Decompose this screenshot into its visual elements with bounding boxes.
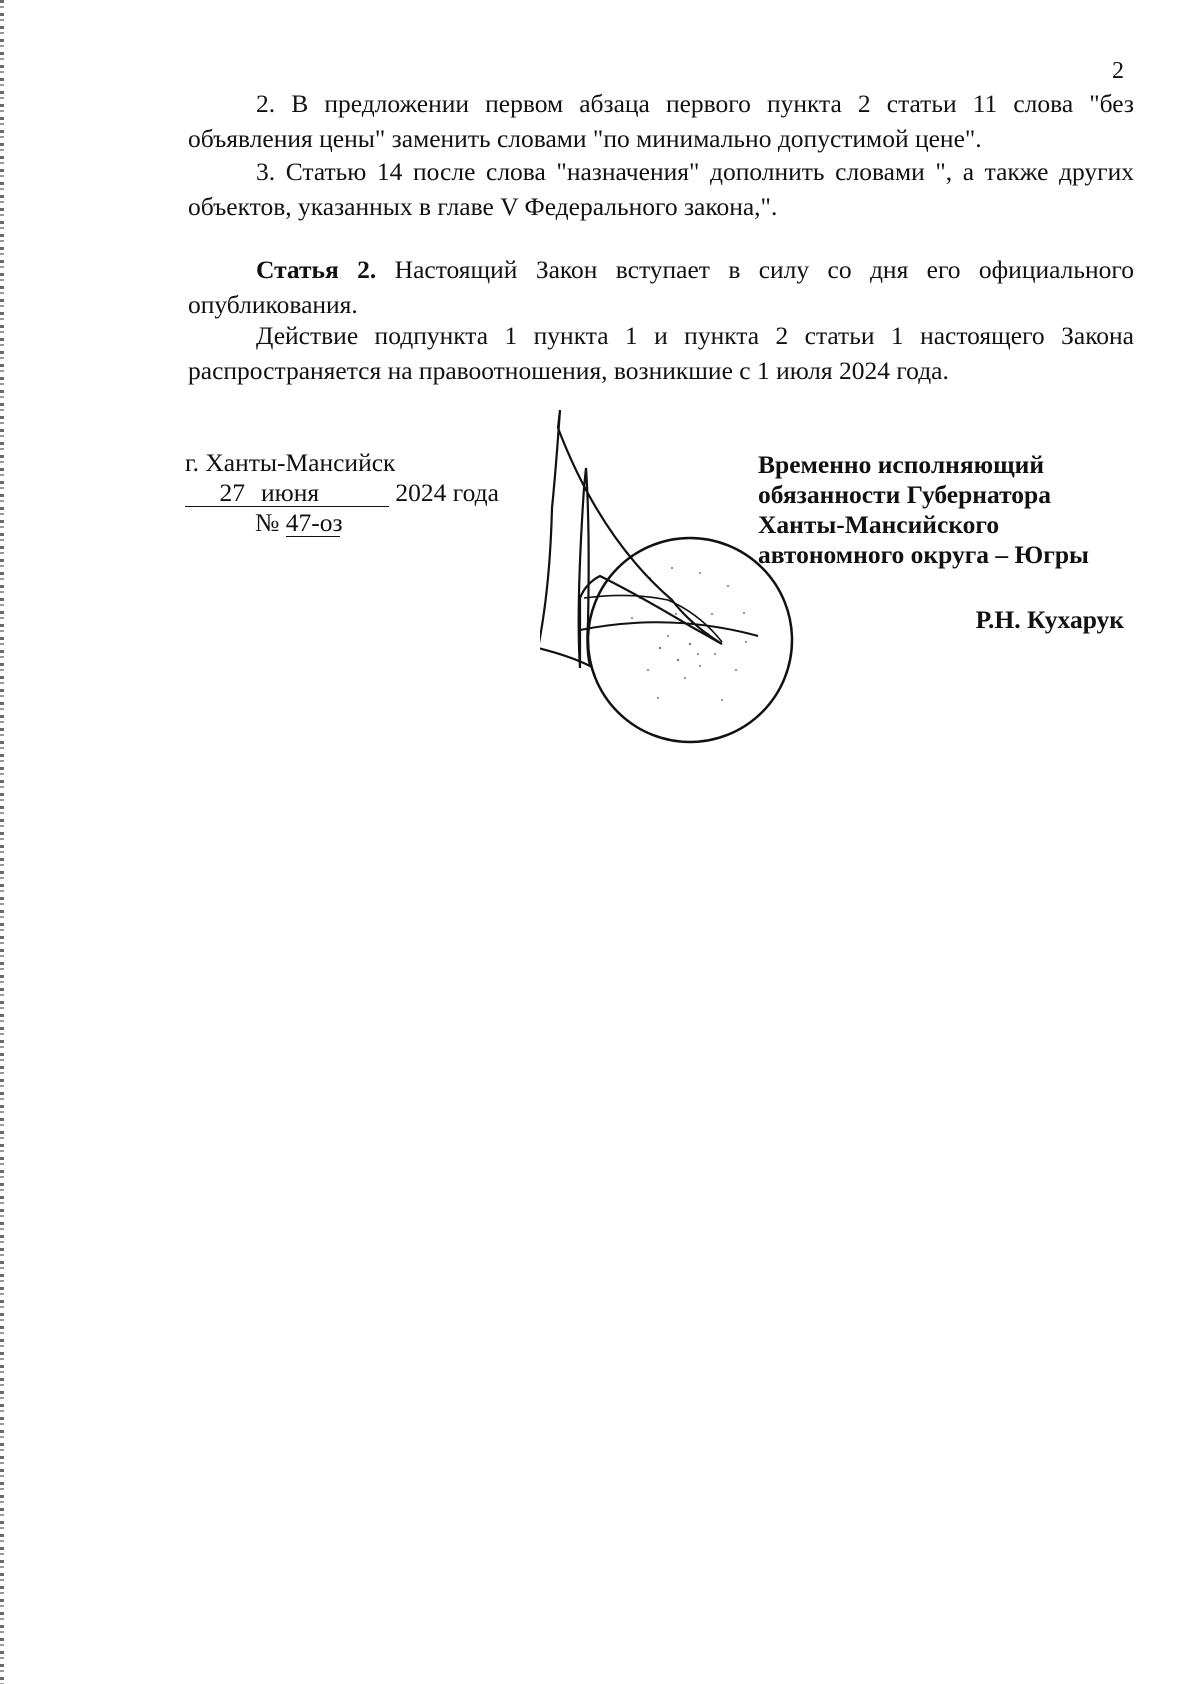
date-day: 27 — [185, 480, 249, 507]
article-2-effect-text: Действие подпункта 1 пункта 1 и пункта 2 статьи 1 настоящего Закона распространяется на правоотношения, возникшие с 1 июля 2024 года. — [188, 321, 1134, 385]
law-number-line — [185, 508, 499, 538]
date-line — [185, 478, 499, 508]
signatory-line-2: обязанности Губернатора — [758, 480, 1051, 509]
signatory-title — [758, 450, 1089, 570]
law-number: 47-оз — [285, 508, 343, 537]
page-number: 2 — [1112, 58, 1124, 84]
seal-texture — [631, 567, 747, 701]
paragraph-item-3 — [188, 154, 1134, 224]
city: г. Ханты-Мансийск — [185, 448, 396, 477]
item-2-text: 2. В предложении первом абзаца первого пункта 2 статьи 11 слова "без объявления цены" заменить словами "по минимально допустимой цене". — [188, 89, 1134, 153]
signatory-line-4: автономного округа – Югры — [758, 540, 1089, 569]
article-2-text: Настоящий Закон вступает в силу со дня его официального опубликования. — [188, 255, 1134, 319]
paragraph-item-2 — [188, 86, 1134, 156]
signatory-line-3: Ханты-Мансийского — [758, 510, 1000, 539]
signatory-name: Р.Н. Кухарук — [975, 605, 1124, 634]
signatory-line-1: Временно исполняющий — [758, 450, 1045, 479]
article-2-heading: Статья 2. — [256, 255, 377, 284]
number-label: № — [255, 508, 280, 537]
item-3-text: 3. Статью 14 после слова "назначения" дополнить словами ", а также других объектов, указанных в главе V Федерального закона,". — [188, 157, 1134, 221]
signature-flourish — [584, 595, 722, 642]
scan-edge — [0, 0, 4, 1684]
article-2-effect — [188, 318, 1134, 388]
date-year: 2024 года — [395, 478, 499, 507]
signature-underline — [580, 622, 758, 636]
place-date-block — [185, 448, 499, 538]
article-2 — [188, 252, 1134, 322]
date-month: июня — [249, 480, 389, 507]
